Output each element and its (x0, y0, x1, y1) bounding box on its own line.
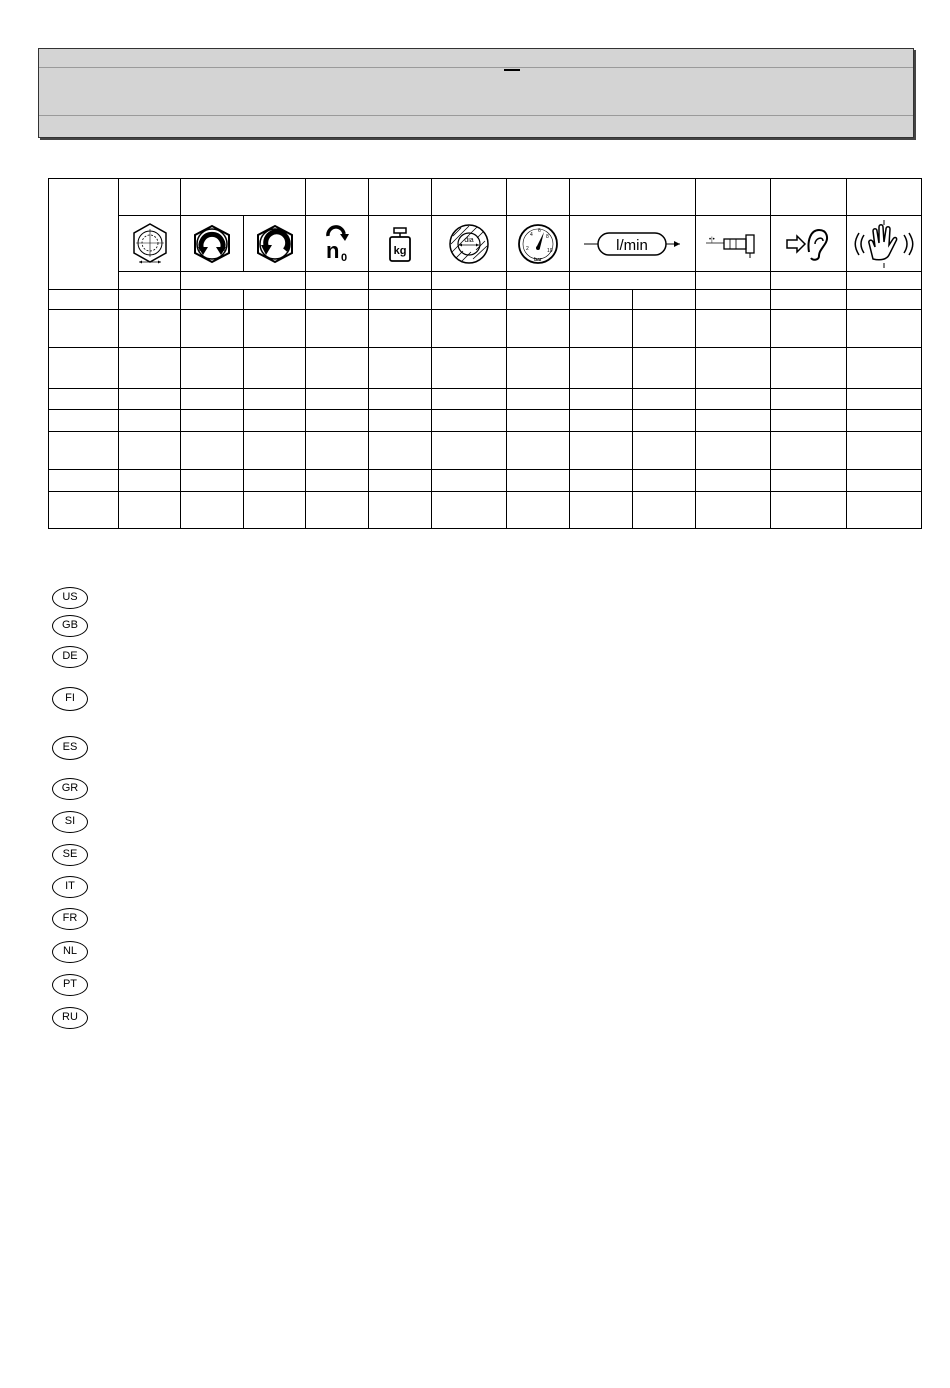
unit-cell (569, 271, 695, 289)
language-code-si: SI (52, 811, 88, 833)
table-cell (695, 470, 770, 491)
unit-cell (770, 271, 846, 289)
table-cell (432, 470, 507, 491)
table-cell (569, 432, 632, 470)
header-cell (432, 179, 507, 216)
unit-cell (432, 271, 507, 289)
table-cell (369, 470, 432, 491)
table-cell (306, 310, 369, 348)
table-cell (244, 491, 306, 528)
table-cell (369, 432, 432, 470)
table-cell (244, 470, 306, 491)
air-inlet-icon (695, 216, 770, 271)
table-cell (369, 491, 432, 528)
table-cell (632, 388, 695, 409)
header-cell (770, 179, 846, 216)
table-cell (569, 470, 632, 491)
table-cell (369, 289, 432, 309)
table-cell (770, 491, 846, 528)
table-cell (369, 409, 432, 431)
table-cell (306, 470, 369, 491)
table-cell (244, 432, 306, 470)
table-cell (846, 470, 921, 491)
language-code-gr: GR (52, 778, 88, 800)
table-cell (244, 310, 306, 348)
weight-icon (369, 216, 432, 271)
language-code-fi: FI (52, 687, 88, 711)
table-cell (507, 310, 569, 348)
svg-text:2: 2 (526, 245, 529, 252)
pressure-gauge-icon (507, 216, 569, 271)
table-cell (569, 310, 632, 348)
noise-ear-icon (770, 216, 846, 271)
table-cell (369, 388, 432, 409)
language-code-us: US (52, 587, 88, 609)
unit-cell (369, 271, 432, 289)
unit-cell (846, 271, 921, 289)
table-cell (507, 432, 569, 470)
svg-text:bar: bar (534, 256, 542, 263)
table-cell (770, 289, 846, 309)
table-cell (306, 409, 369, 431)
table-cell (306, 348, 369, 388)
unit-cell (695, 271, 770, 289)
free-speed-icon (306, 216, 369, 271)
language-code-pt: PT (52, 974, 88, 996)
table-cell (244, 348, 306, 388)
table-cell (507, 289, 569, 309)
table-cell (846, 388, 921, 409)
svg-text:dia: dia (464, 236, 475, 244)
table-cell (846, 409, 921, 431)
table-cell (244, 388, 306, 409)
table-cell (306, 491, 369, 528)
unit-cell (507, 271, 569, 289)
language-code-ru: RU (52, 1007, 88, 1029)
table-cell (569, 289, 632, 309)
table-cell (846, 289, 921, 309)
table-cell (846, 348, 921, 388)
table-cell (569, 491, 632, 528)
svg-text:4: 4 (530, 231, 533, 238)
language-code-nl: NL (52, 941, 88, 963)
table-cell (306, 289, 369, 309)
svg-text:10: 10 (547, 247, 553, 254)
table-cell (695, 409, 770, 431)
table-cell (846, 310, 921, 348)
header-cell (569, 179, 695, 216)
header-cell (369, 179, 432, 216)
table-cell (695, 491, 770, 528)
language-code-list (52, 0, 252, 1100)
language-code-fr: FR (52, 908, 88, 930)
table-cell (770, 310, 846, 348)
svg-text:l/min: l/min (616, 236, 648, 254)
table-cell (695, 310, 770, 348)
unit-cell (306, 271, 369, 289)
table-cell (695, 388, 770, 409)
table-cell (632, 289, 695, 309)
svg-text:8: 8 (546, 233, 549, 240)
table-cell (306, 432, 369, 470)
table-cell (507, 470, 569, 491)
table-cell (432, 348, 507, 388)
table-cell (632, 470, 695, 491)
header-cell (507, 179, 569, 216)
svg-text:6: 6 (538, 227, 541, 234)
svg-text:•|•: •|• (708, 236, 715, 243)
svg-text:n: n (326, 237, 340, 263)
table-cell (432, 310, 507, 348)
table-cell (244, 289, 306, 309)
table-cell (369, 310, 432, 348)
svg-text:kg: kg (393, 244, 407, 257)
header-cell (846, 179, 921, 216)
language-code-se: SE (52, 844, 88, 866)
language-code-it: IT (52, 876, 88, 898)
table-cell (507, 491, 569, 528)
table-cell (569, 409, 632, 431)
table-cell (369, 348, 432, 388)
table-cell (632, 432, 695, 470)
table-cell (507, 388, 569, 409)
table-cell (695, 432, 770, 470)
table-cell (632, 310, 695, 348)
table-cell (432, 388, 507, 409)
table-cell (695, 348, 770, 388)
vibration-hand-icon (846, 216, 921, 271)
table-cell (846, 491, 921, 528)
table-cell (770, 348, 846, 388)
banner-dash (504, 69, 520, 71)
header-cell (695, 179, 770, 216)
air-consumption-icon (569, 216, 695, 271)
table-cell (432, 409, 507, 431)
header-cell (306, 179, 369, 216)
table-cell (770, 409, 846, 431)
table-cell (770, 470, 846, 491)
table-cell (632, 491, 695, 528)
table-cell (507, 409, 569, 431)
table-cell (846, 432, 921, 470)
table-cell (569, 348, 632, 388)
table-cell (632, 348, 695, 388)
table-cell (770, 388, 846, 409)
table-cell (632, 409, 695, 431)
hose-diameter-icon (432, 216, 507, 271)
table-cell (432, 432, 507, 470)
table-cell (306, 388, 369, 409)
counterclockwise-rotation-icon (244, 216, 306, 271)
language-code-gb: GB (52, 615, 88, 637)
language-code-es: ES (52, 736, 88, 760)
table-cell (432, 491, 507, 528)
table-cell (695, 289, 770, 309)
table-cell (770, 432, 846, 470)
table-cell (569, 388, 632, 409)
table-cell (244, 409, 306, 431)
table-cell (432, 289, 507, 309)
table-cell (507, 348, 569, 388)
svg-text:0: 0 (341, 251, 348, 264)
language-code-de: DE (52, 646, 88, 668)
